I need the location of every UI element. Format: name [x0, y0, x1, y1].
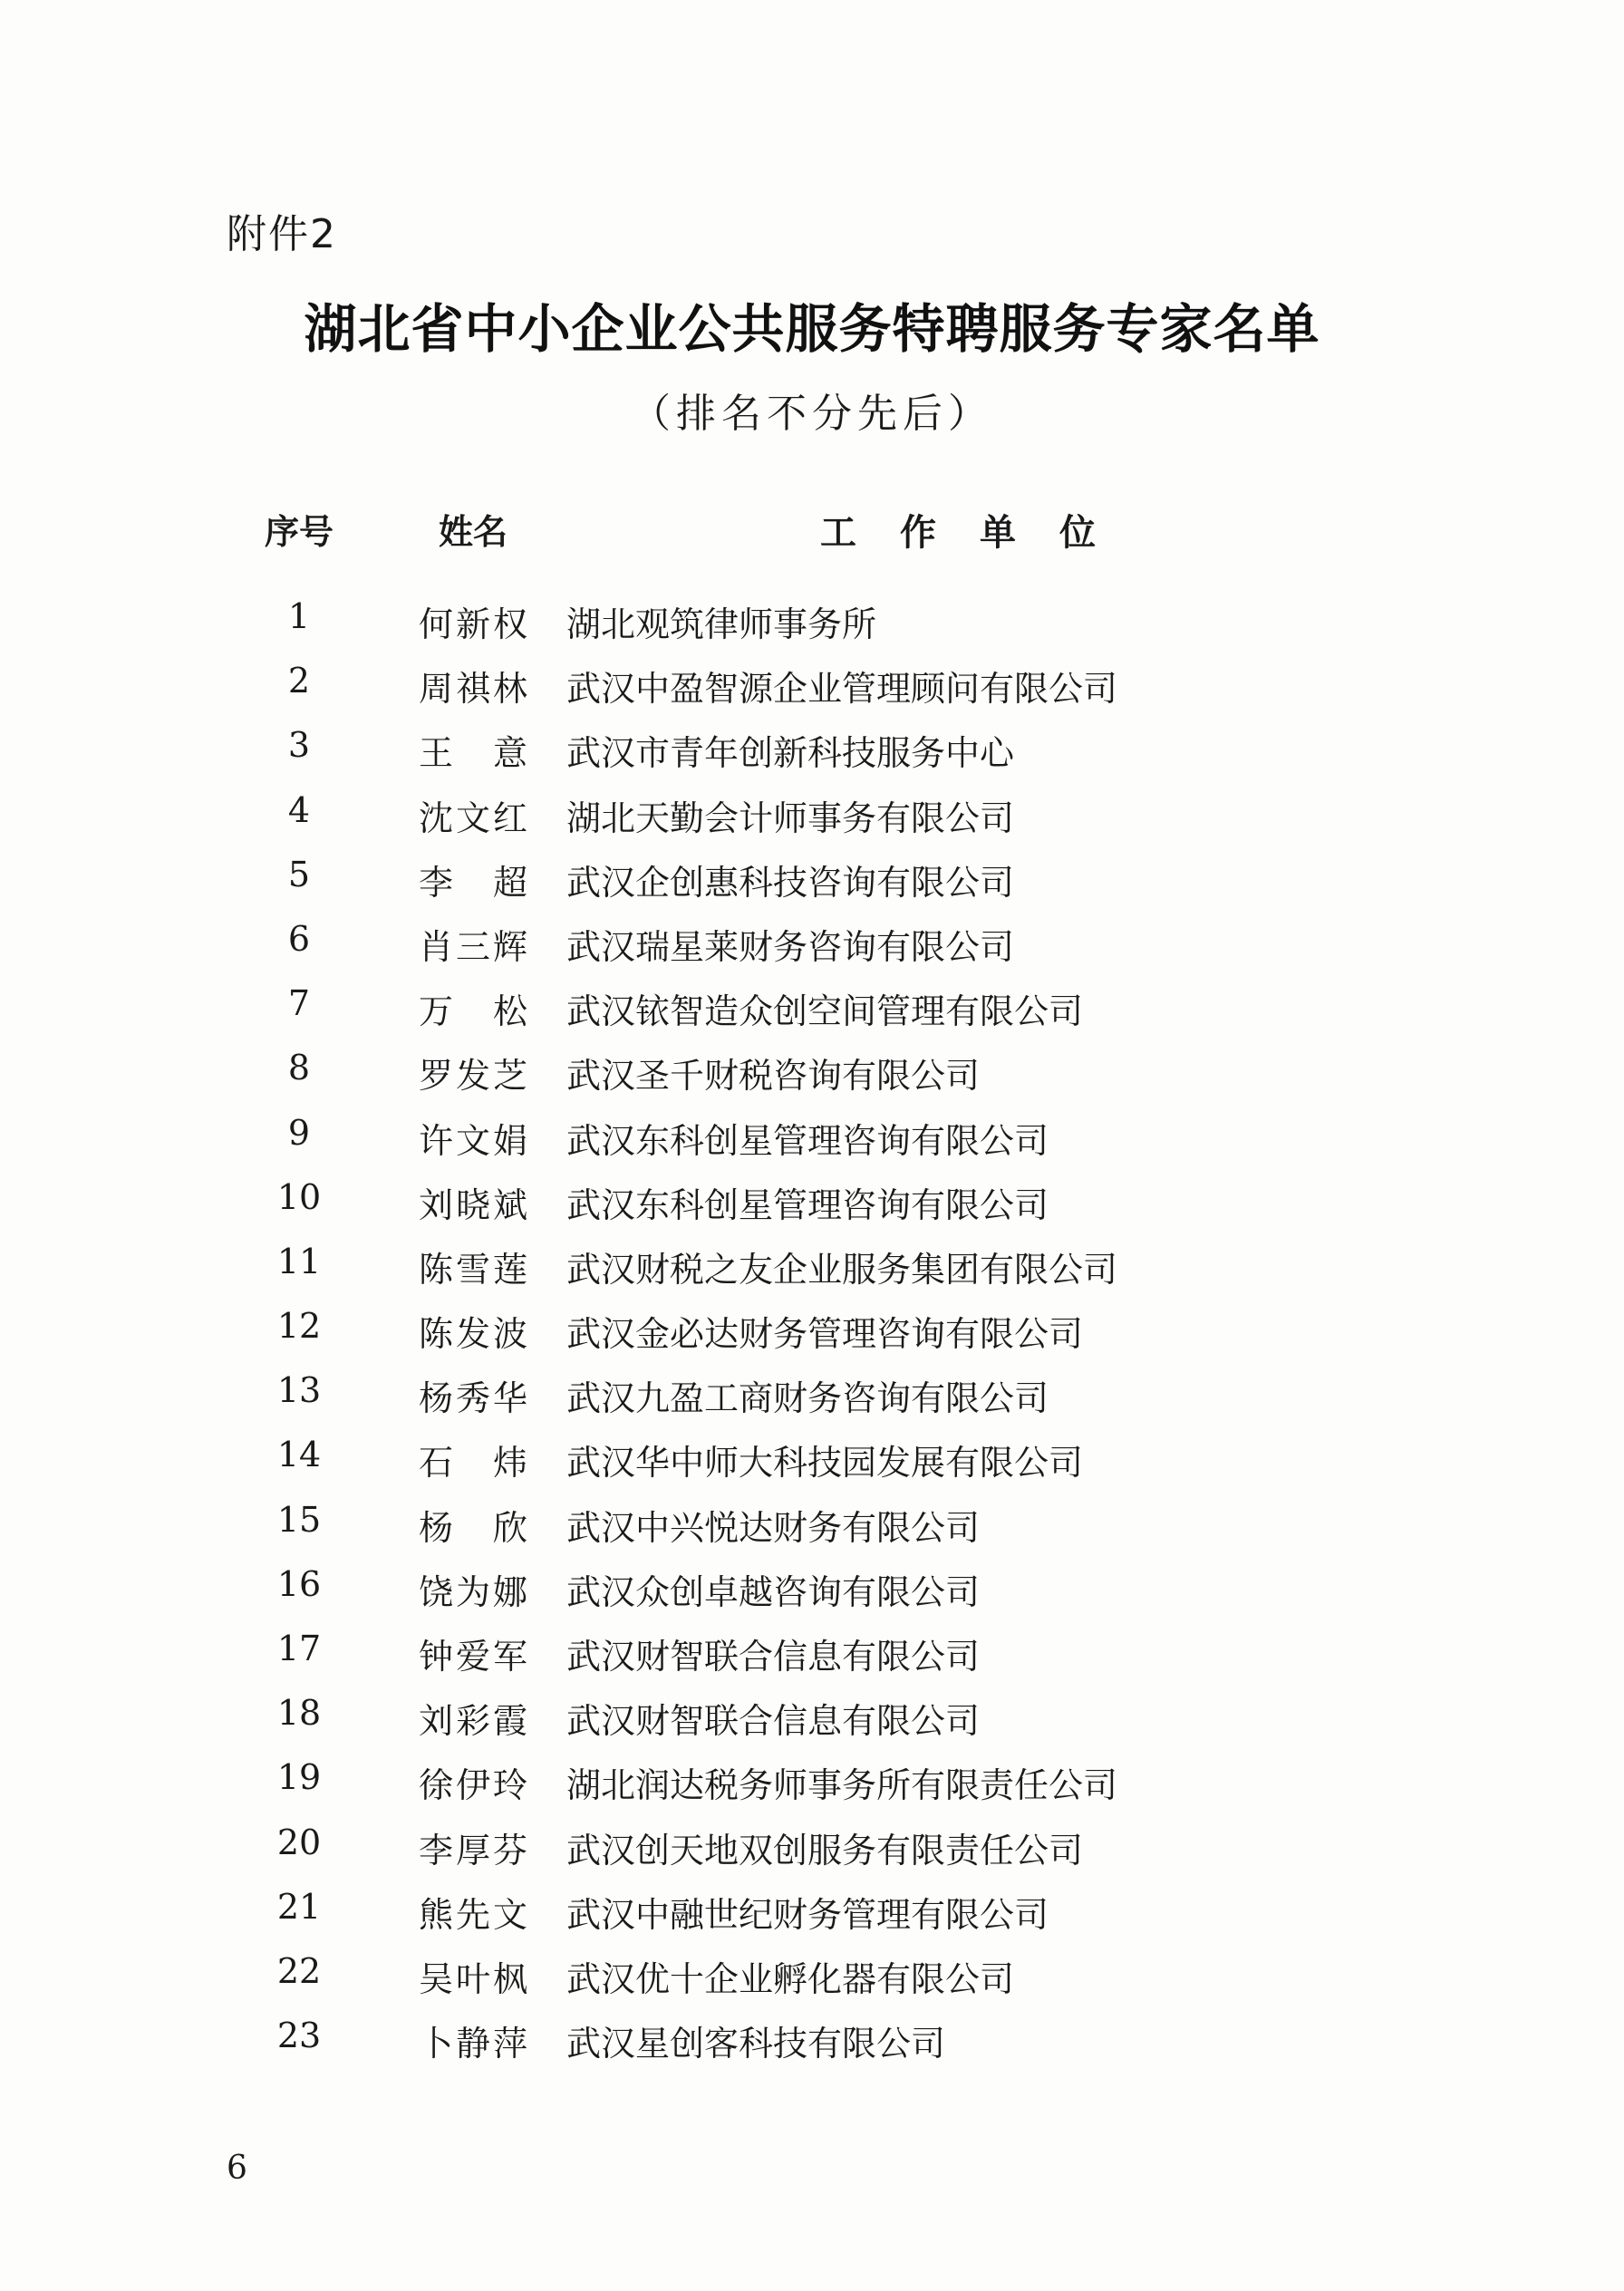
document-subtitle: （排名不分先后）	[631, 391, 993, 437]
row-index: 10	[276, 1176, 322, 1217]
row-name: 沈文红	[419, 798, 527, 838]
row-organization: 武汉创天地双创服务有限责任公司	[566, 1830, 1084, 1870]
table-row	[0, 1306, 1624, 1370]
row-organization: 武汉财智联合信息有限公司	[566, 1701, 981, 1742]
row-name: 罗发芝	[419, 1056, 527, 1097]
table-row	[0, 790, 1624, 855]
row-index: 21	[276, 1886, 322, 1927]
row-name: 石炜	[419, 1443, 527, 1484]
table-row	[0, 919, 1624, 983]
row-organization: 武汉众创卓越咨询有限公司	[566, 1571, 981, 1612]
row-name: 肖三辉	[419, 926, 527, 967]
table-header-row	[0, 504, 1624, 560]
table-row	[0, 661, 1624, 725]
row-name: 吴叶枫	[419, 1958, 527, 1999]
table-row	[0, 1887, 1624, 1951]
row-organization: 湖北天勤会计师事务有限公司	[566, 798, 1015, 838]
table-row	[0, 1629, 1624, 1693]
table-row	[0, 1951, 1624, 2016]
table-row	[0, 1757, 1624, 1822]
row-index: 23	[276, 2016, 322, 2056]
table-row	[0, 2016, 1624, 2080]
row-index: 4	[287, 789, 311, 830]
table-row	[0, 1435, 1624, 1499]
row-name: 李厚芬	[419, 1830, 527, 1870]
row-index: 9	[287, 1112, 311, 1153]
row-name: 刘晓斌	[419, 1184, 527, 1225]
row-name: 陈发波	[419, 1314, 527, 1355]
row-index: 11	[276, 1241, 322, 1281]
header-index: 序号	[264, 512, 334, 552]
row-index: 13	[276, 1370, 322, 1411]
table-row	[0, 1242, 1624, 1306]
row-name: 饶为娜	[419, 1571, 527, 1612]
row-index: 5	[287, 854, 311, 894]
row-index: 12	[276, 1306, 322, 1347]
row-name: 何新权	[419, 604, 527, 644]
row-organization: 武汉圣千财税咨询有限公司	[566, 1056, 981, 1097]
row-name: 徐伊玲	[419, 1765, 527, 1806]
row-name: 熊先文	[419, 1894, 527, 1935]
row-index: 3	[287, 725, 311, 766]
row-organization: 武汉优十企业孵化器有限公司	[566, 1958, 1015, 1999]
page-number: 6	[227, 2150, 247, 2187]
row-index: 8	[287, 1048, 311, 1088]
row-organization: 武汉东科创星管理咨询有限公司	[566, 1184, 1049, 1225]
table-row	[0, 1177, 1624, 1242]
row-index: 17	[276, 1629, 322, 1668]
row-name: 周祺林	[419, 669, 527, 710]
row-organization: 武汉九盈工商财务咨询有限公司	[566, 1378, 1049, 1419]
row-organization: 武汉财税之友企业服务集团有限公司	[566, 1249, 1118, 1290]
table-row	[0, 1822, 1624, 1887]
row-organization: 武汉市青年创新科技服务中心	[566, 733, 1015, 774]
table-row	[0, 1113, 1624, 1177]
row-organization: 武汉铱智造众创空间管理有限公司	[566, 991, 1084, 1032]
row-organization: 武汉东科创星管理咨询有限公司	[566, 1120, 1049, 1161]
table-row	[0, 1693, 1624, 1757]
row-name: 杨欣	[419, 1507, 527, 1548]
row-name: 刘彩霞	[419, 1701, 527, 1742]
row-organization: 湖北观筑律师事务所	[566, 604, 877, 644]
row-index: 22	[276, 1950, 322, 1991]
table-row	[0, 855, 1624, 919]
row-organization: 湖北润达税务师事务所有限责任公司	[566, 1765, 1118, 1806]
row-index: 18	[276, 1693, 322, 1734]
row-organization: 武汉星创客科技有限公司	[566, 2024, 946, 2064]
row-index: 1	[287, 596, 311, 636]
table-row	[0, 596, 1624, 661]
table-row	[0, 983, 1624, 1048]
attachment-label: 附件2	[227, 211, 337, 257]
row-organization: 武汉财智联合信息有限公司	[566, 1637, 981, 1677]
row-name: 陈雪莲	[419, 1249, 527, 1290]
row-name: 李超	[419, 862, 527, 903]
row-organization: 武汉企创惠科技咨询有限公司	[566, 862, 1015, 903]
row-index: 14	[276, 1435, 322, 1475]
table-body	[0, 596, 1624, 2080]
row-index: 6	[287, 918, 311, 959]
table-row	[0, 1048, 1624, 1112]
row-index: 20	[276, 1822, 322, 1862]
row-index: 7	[287, 983, 311, 1024]
row-organization: 武汉中融世纪财务管理有限公司	[566, 1894, 1049, 1935]
header-organization: 工作单位	[820, 512, 1139, 554]
row-name: 万松	[419, 991, 527, 1032]
table-row	[0, 1370, 1624, 1435]
row-organization: 武汉瑞星莱财务咨询有限公司	[566, 926, 1015, 967]
row-organization: 武汉华中师大科技园发展有限公司	[566, 1443, 1084, 1484]
header-name: 姓名	[438, 512, 508, 552]
row-organization: 武汉中兴悦达财务有限公司	[566, 1507, 981, 1548]
table-row	[0, 1564, 1624, 1629]
row-name: 杨秀华	[419, 1378, 527, 1419]
row-index: 2	[287, 661, 311, 701]
row-name: 王意	[419, 733, 527, 774]
expert-list-table	[0, 504, 1624, 2080]
table-row	[0, 725, 1624, 789]
row-index: 16	[276, 1563, 322, 1604]
row-name: 卜静萍	[419, 2024, 527, 2064]
document-title: 湖北省中小企业公共服务特聘服务专家名单	[304, 298, 1320, 360]
table-row	[0, 1500, 1624, 1564]
row-name: 钟爱军	[419, 1637, 527, 1677]
row-organization: 武汉中盈智源企业管理顾问有限公司	[566, 669, 1118, 710]
row-organization: 武汉金必达财务管理咨询有限公司	[566, 1314, 1084, 1355]
row-index: 15	[276, 1499, 322, 1540]
row-name: 许文娟	[419, 1120, 527, 1161]
row-index: 19	[276, 1757, 322, 1798]
